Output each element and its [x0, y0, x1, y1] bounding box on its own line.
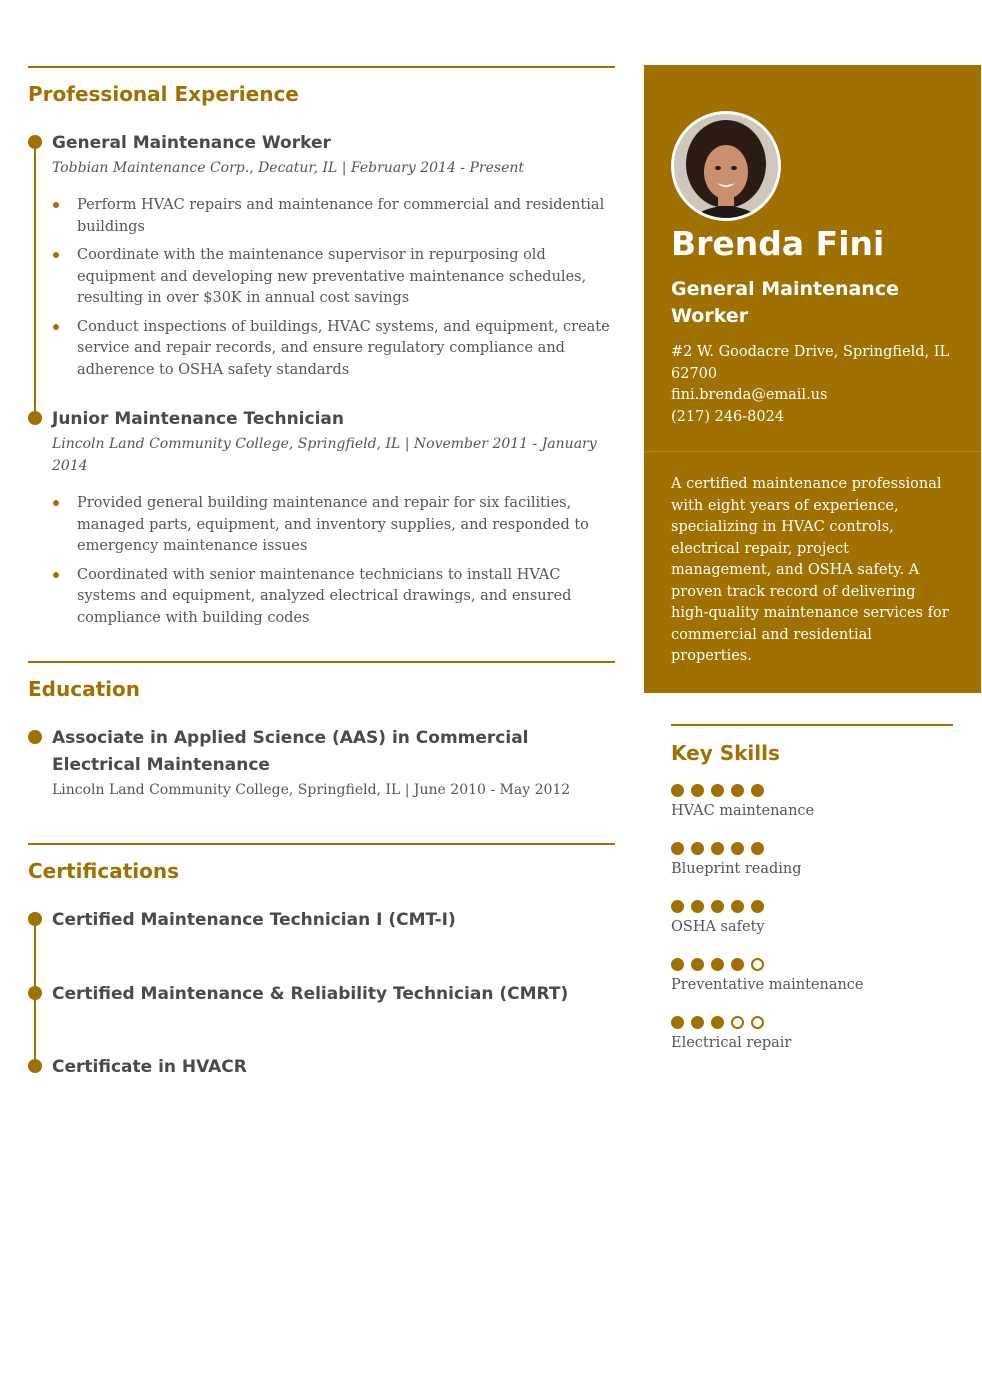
- contact-info: [671, 342, 953, 428]
- certifications-heading: Certifications: [28, 859, 179, 883]
- bullet-icon: [53, 500, 59, 506]
- main-column: [28, 66, 615, 1081]
- bullet-icon: [53, 324, 59, 330]
- education-heading: Education: [28, 677, 140, 701]
- skills-list: [671, 782, 953, 1072]
- rating-dot-filled-icon: [731, 958, 744, 971]
- profile-panel: [644, 65, 981, 693]
- rating-dot-filled-icon: [711, 842, 724, 855]
- degree-title: Associate in Applied Science (AAS) in Commercial Electrical Maintenance: [52, 728, 529, 775]
- rating-dot-filled-icon: [671, 900, 684, 913]
- timeline-dot: [28, 912, 42, 926]
- person-role: General Maintenance Worker: [671, 278, 899, 327]
- certifications-timeline: [28, 907, 615, 1081]
- job-title: Junior Maintenance Technician: [52, 409, 344, 429]
- skills-heading: Key Skills: [671, 740, 780, 765]
- rating-dot-filled-icon: [671, 1016, 684, 1029]
- skill-name: Preventative maintenance: [671, 976, 864, 993]
- job-bullets: [52, 493, 615, 629]
- rating-dot-empty-icon: [751, 958, 764, 971]
- bullet-icon: [53, 572, 59, 578]
- rating-dot-filled-icon: [711, 784, 724, 797]
- profile-header: [644, 65, 981, 451]
- skill-item: [671, 1014, 953, 1072]
- address: #2 W. Goodacre Drive, Springfield, IL 62700: [671, 344, 950, 382]
- rating-dot-filled-icon: [751, 842, 764, 855]
- experience-heading: Professional Experience: [28, 82, 299, 106]
- job-entry: [28, 406, 615, 629]
- certification-title: Certificate in HVACR: [52, 1057, 247, 1077]
- job-entry: [28, 130, 615, 381]
- rating-dot-filled-icon: [751, 784, 764, 797]
- rating-dot-empty-icon: [751, 1016, 764, 1029]
- job-bullets: [52, 195, 615, 381]
- rating-dot-filled-icon: [751, 900, 764, 913]
- person-name: Brenda Fini: [671, 224, 885, 263]
- skill-rating: [671, 898, 953, 916]
- rating-dot-filled-icon: [691, 958, 704, 971]
- skill-name: OSHA safety: [671, 918, 765, 935]
- certification-item: [28, 907, 615, 981]
- job-title: General Maintenance Worker: [52, 133, 331, 153]
- skill-item: [671, 840, 953, 898]
- education-meta: Lincoln Land Community College, Springfield, IL | June 2010 - May 2012: [52, 782, 571, 798]
- education-list: [28, 725, 615, 801]
- job-meta: Tobbian Maintenance Corp., Decatur, IL | February 2014 - Present: [52, 160, 524, 176]
- certification-item: [28, 1054, 615, 1081]
- timeline-dot: [28, 986, 42, 1000]
- skills-section: [671, 724, 953, 1072]
- timeline-dot: [28, 730, 42, 744]
- certification-title: Certified Maintenance & Reliability Technician (CMRT): [52, 984, 569, 1004]
- skill-name: HVAC maintenance: [671, 802, 815, 819]
- phone: (217) 246-8024: [671, 408, 785, 425]
- list-item: Provided general building maintenance and repair for six facilities, managed parts, equipment, and inventory supplies, and responded to emergency maintenance issues: [52, 493, 615, 558]
- rating-dot-filled-icon: [691, 900, 704, 913]
- experience-timeline: [28, 130, 615, 629]
- rating-dot-filled-icon: [731, 784, 744, 797]
- email-link[interactable]: fini.brenda@email.us: [671, 387, 828, 403]
- rating-dot-filled-icon: [731, 842, 744, 855]
- rating-dot-filled-icon: [671, 784, 684, 797]
- skill-item: [671, 898, 953, 956]
- timeline-dot: [28, 411, 42, 425]
- skill-item: [671, 956, 953, 1014]
- rating-dot-filled-icon: [711, 1016, 724, 1029]
- certification-title: Certified Maintenance Technician I (CMT-I): [52, 910, 456, 930]
- skill-name: Blueprint reading: [671, 860, 802, 877]
- bullet-icon: [53, 252, 59, 258]
- avatar: [671, 111, 781, 221]
- rating-dot-filled-icon: [671, 958, 684, 971]
- profile-summary: A certified maintenance professional with eight years of experience, specializing in HVAC controls, electrical repair, project management, and OSHA safety. A proven track record of delivering high-quality maintenance services for commercial and residential properties.: [671, 476, 949, 664]
- section-divider: [28, 66, 615, 68]
- timeline-dot: [28, 135, 42, 149]
- list-item: Conduct inspections of buildings, HVAC systems, and equipment, create service and repair records, and ensure regulatory compliance and adherence to OSHA safety standards: [52, 317, 615, 382]
- list-item: Perform HVAC repairs and maintenance for commercial and residential buildings: [52, 195, 615, 238]
- rating-dot-filled-icon: [671, 842, 684, 855]
- rating-dot-filled-icon: [731, 900, 744, 913]
- skill-rating: [671, 782, 953, 800]
- avatar-photo-icon: [674, 114, 778, 218]
- skill-rating: [671, 956, 953, 974]
- job-meta: Lincoln Land Community College, Springfield, IL | November 2011 - January 2014: [52, 436, 597, 474]
- bullet-icon: [53, 202, 59, 208]
- section-divider: [671, 724, 953, 726]
- rating-dot-empty-icon: [731, 1016, 744, 1029]
- rating-dot-filled-icon: [691, 784, 704, 797]
- skill-rating: [671, 840, 953, 858]
- skill-name: Electrical repair: [671, 1034, 792, 1051]
- rating-dot-filled-icon: [691, 842, 704, 855]
- rating-dot-filled-icon: [711, 900, 724, 913]
- sidebar-column: [644, 65, 981, 1072]
- education-entry: [28, 725, 615, 801]
- section-divider: [28, 661, 615, 663]
- skill-rating: [671, 1014, 953, 1032]
- list-item: Coordinated with senior maintenance technicians to install HVAC systems and equipment, analyzed electrical drawings, and ensured compliance with building codes: [52, 565, 615, 630]
- timeline-dot: [28, 1059, 42, 1073]
- section-divider: [28, 843, 615, 845]
- list-item: Coordinate with the maintenance supervisor in repurposing old equipment and developing new preventative maintenance schedules, resulting in over $30K in annual cost savings: [52, 245, 615, 310]
- skill-item: [671, 782, 953, 840]
- rating-dot-filled-icon: [691, 1016, 704, 1029]
- certification-item: [28, 981, 615, 1054]
- rating-dot-filled-icon: [711, 958, 724, 971]
